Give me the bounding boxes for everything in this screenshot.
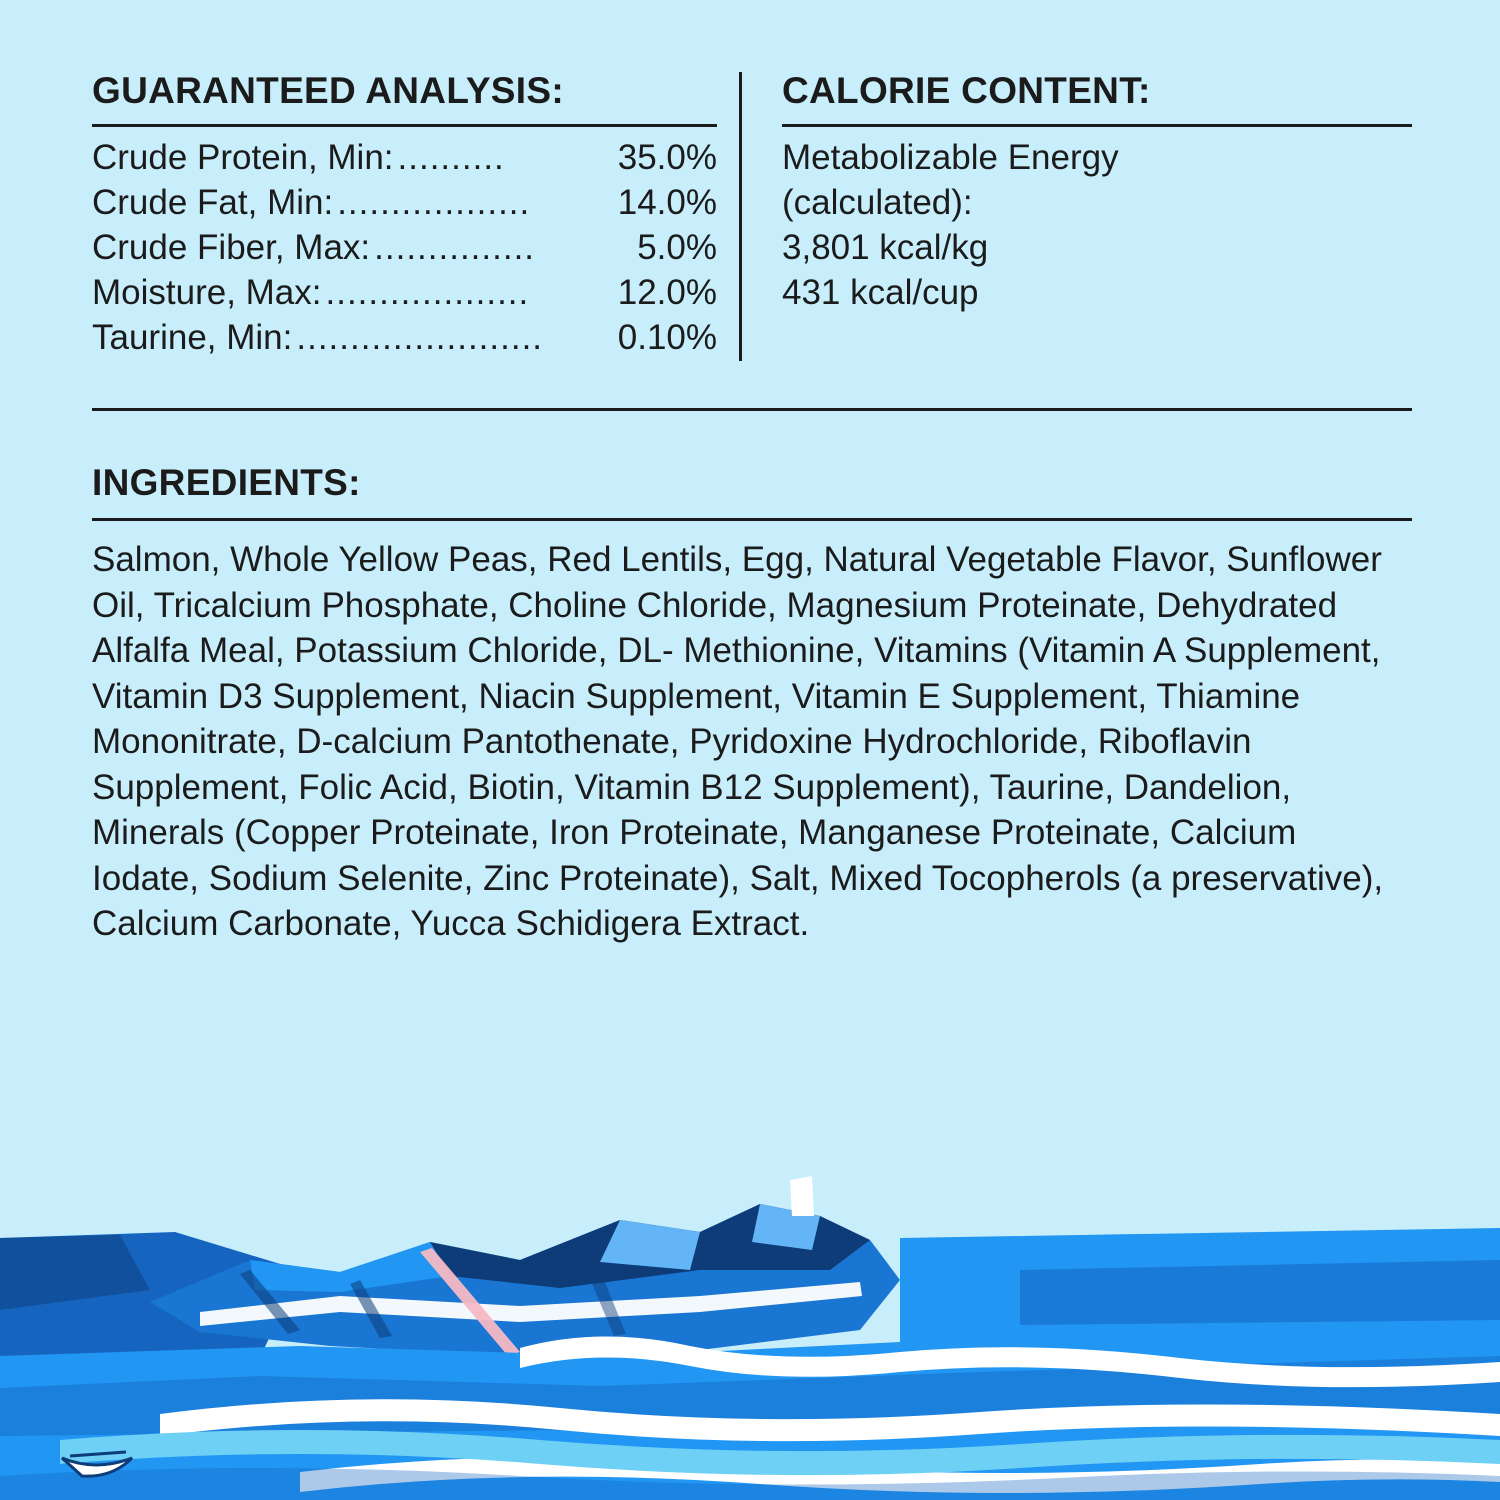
calorie-content-title: CALORIE CONTENT: <box>782 70 1151 111</box>
illustration-svg <box>0 1120 1500 1500</box>
leader-dots: .......... <box>397 137 505 177</box>
guaranteed-analysis-row <box>92 135 717 180</box>
nutrient-value: 12.0% <box>617 273 717 313</box>
calorie-content-section <box>742 72 1412 361</box>
top-panel <box>92 72 1412 361</box>
leader-dots: ....................... <box>296 318 544 358</box>
calorie-line: Metabolizable Energy <box>782 137 1119 177</box>
ingredients-section <box>92 462 1412 947</box>
guaranteed-analysis-title: GUARANTEED ANALYSIS: <box>92 70 564 111</box>
ingredients-divider <box>92 518 1412 521</box>
coastal-cliffs-and-sea-illustration <box>0 1120 1500 1500</box>
guaranteed-analysis-row <box>92 225 717 270</box>
nutrient-label: Crude Protein, Min: <box>92 137 394 177</box>
nutrient-value: 35.0% <box>617 137 717 177</box>
ingredients-text: Salmon, Whole Yellow Peas, Red Lentils, Egg, Natural Vegetable Flavor, Sunflower Oil, Tricalcium Phosphate, Choline Chloride, Magnesium Proteinate, Dehydrated Alfalfa Meal, Potassium Chloride, DL- Methionine, Vitamins (Vitamin A Supplement, Vitamin D3 Supplement, Niacin Supplement, Vitamin E Supplement, Thiamine Mononitrate, D-calcium Pantothenate, Pyridoxine Hydrochloride, Riboflavin Supplement, Folic Acid, Biotin, Vitamin B12 Supplement), Taurine, Dandelion, Minerals (Copper Proteinate, Iron Proteinate, Manganese Proteinate, Calcium Iodate, Sodium Selenite, Zinc Proteinate), Salt, Mixed Tocopherols (a preservative), Calcium Carbonate, Yucca Schidigera Extract. <box>92 540 1384 943</box>
calorie-line: (calculated): <box>782 182 973 222</box>
guaranteed-analysis-row <box>92 315 717 360</box>
leader-dots: ................... <box>325 273 530 313</box>
nutrient-value: 14.0% <box>617 182 717 222</box>
sea-shade-band <box>1020 1260 1500 1325</box>
guaranteed-analysis-row <box>92 180 717 225</box>
guaranteed-analysis-section <box>92 72 742 361</box>
calorie-content-lines <box>782 135 1412 316</box>
guaranteed-analysis-row <box>92 270 717 315</box>
ingredients-title: INGREDIENTS: <box>92 462 361 503</box>
guaranteed-analysis-divider <box>92 124 717 127</box>
nutrient-value: 0.10% <box>617 318 717 358</box>
nutrient-label: Crude Fiber, Max: <box>92 228 371 268</box>
calorie-line: 3,801 kcal/kg <box>782 228 989 268</box>
leader-dots: .................. <box>337 182 531 222</box>
guaranteed-analysis-list <box>92 135 717 361</box>
nutrient-label: Moisture, Max: <box>92 273 322 313</box>
nutrient-label: Taurine, Min: <box>92 318 293 358</box>
calorie-content-divider <box>782 124 1412 127</box>
nutrient-value: 5.0% <box>637 228 717 268</box>
top-panel-bottom-divider <box>92 408 1412 411</box>
leader-dots: ............... <box>374 228 536 268</box>
lighthouse-tower <box>790 1176 814 1216</box>
nutrient-label: Crude Fat, Min: <box>92 182 334 222</box>
calorie-line: 431 kcal/cup <box>782 273 979 313</box>
